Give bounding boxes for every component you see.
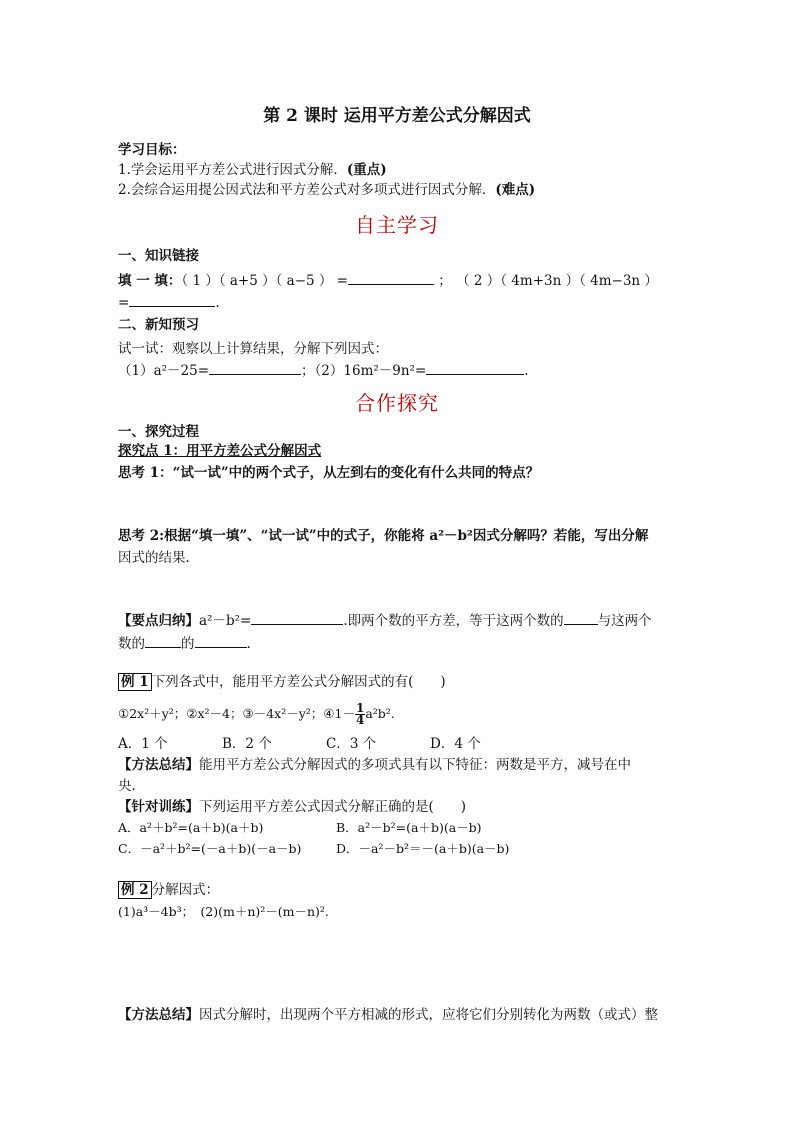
method-summary-1-line-1 xyxy=(118,755,631,775)
example-2-items: (1)a³－4b³； (2)(m＋n)²－(m－n)². xyxy=(118,904,329,919)
page-title: 第 2 课时 运用平方差公式分解因式 xyxy=(263,106,531,126)
example-2-text: 分解因式： xyxy=(151,882,220,898)
example-2-tag: 例 2 xyxy=(118,881,152,899)
summary-line-1 xyxy=(118,610,652,631)
frac-numerator: 1 xyxy=(355,701,365,715)
fill-sep: ； xyxy=(438,273,452,289)
fill-q1-blank[interactable] xyxy=(348,270,434,285)
training-question xyxy=(118,797,466,817)
try-q1-blank[interactable] xyxy=(209,360,301,375)
example-2-question xyxy=(118,880,219,900)
fill-q1: （ 1 ）（ a+5 ）（ a−5 ） = xyxy=(181,273,348,289)
objective-2-text: 2.会综合运用提公因式法和平方差公式对多项式进行因式分解． xyxy=(118,182,496,198)
training-choice-a: A．a²＋b²=(a＋b)(a＋b) xyxy=(118,820,264,835)
preview-heading: 二、新知预习 xyxy=(118,317,199,333)
training-label: 【针对训练】 xyxy=(118,799,199,815)
try-q2-blank[interactable] xyxy=(426,360,524,375)
example-1-choice-d: D．4 个 xyxy=(430,736,481,752)
explore-heading: 一、探究过程 xyxy=(118,424,199,440)
objective-2 xyxy=(118,180,535,200)
objective-1-text: 1.学会运用平方差公式进行因式分解． xyxy=(118,162,347,178)
summary-text-b: .即两个数的平方差，等于这两个数的 xyxy=(343,613,564,629)
example-1-choice-b: B．2 个 xyxy=(222,736,272,752)
summary-text-c: 与这两个 xyxy=(597,613,652,629)
training-choices-row-2 xyxy=(118,839,509,859)
fill-line2-prefix: = xyxy=(118,295,130,311)
fill-line2-end: . xyxy=(215,295,220,311)
fill-in-line-2 xyxy=(118,292,220,313)
method-1-label: 【方法总结】 xyxy=(118,757,199,773)
think-1: 思考 1：“试一试”中的两个式子，从左到右的变化有什么共同的特点？ xyxy=(118,465,540,481)
summary-line-2 xyxy=(118,633,251,654)
summary-blank-3[interactable] xyxy=(145,633,181,648)
example-1-items xyxy=(118,702,395,726)
explore-point-1: 探究点 1：用平方差公式分解因式 xyxy=(118,443,322,459)
summary-label: 【要点归纳】 xyxy=(118,613,199,629)
try-intro: 试一试：观察以上计算结果，分解下列因式： xyxy=(118,341,388,357)
example-1-question xyxy=(118,672,446,692)
summary-line2-end: . xyxy=(246,636,251,652)
example-1-text: 下列各式中，能用平方差公式分解因式的有( ) xyxy=(151,674,446,690)
example-1-choice-a: A．1 个 xyxy=(118,736,168,752)
example-1-items-b: a²b². xyxy=(365,706,395,721)
objectives-heading: 学习目标： xyxy=(118,142,186,158)
try-q2: ；（2）16m²－9n²= xyxy=(301,363,427,379)
method-summary-1-line-2: 央. xyxy=(118,778,136,794)
fill-in-line-1 xyxy=(118,270,658,291)
training-choices-row-1 xyxy=(118,818,482,838)
method-2-label: 【方法总结】 xyxy=(118,1007,199,1023)
think-2-line-1: 思考 2:根据“填一填”、“试一试”中的式子，你能将 a²－b²因式分解吗？若能，写出分解 xyxy=(118,528,649,544)
objective-1-tag: (重点) xyxy=(346,162,387,178)
method-2-text: 因式分解时，出现两个平方相减的形式，应将它们分别转化为两数（或式）整 xyxy=(199,1007,658,1023)
example-1-choice-c: C．3 个 xyxy=(326,736,377,752)
summary-blank-2[interactable] xyxy=(564,610,598,625)
summary-blank-1[interactable] xyxy=(251,610,343,625)
objective-2-tag: (难点) xyxy=(495,182,536,198)
method-summary-2 xyxy=(118,1005,658,1025)
fill-q2-blank[interactable] xyxy=(129,292,215,307)
training-choice-c: C．－a²＋b²=(－a＋b)(－a－b) xyxy=(118,841,302,856)
example-1-items-a: ①2x²＋y²；②x²－4；③－4x²－y²；④1－ xyxy=(118,706,355,721)
example-1-tag: 例 1 xyxy=(118,673,152,691)
fill-q2: （ 2 ）（ 4m+3n ）（ 4m−3n ） xyxy=(456,273,658,289)
summary-blank-4[interactable] xyxy=(195,633,247,648)
summary-text-a: a²－b²= xyxy=(199,613,252,629)
training-text: 下列运用平方差公式因式分解正确的是( ) xyxy=(199,799,467,815)
try-end: . xyxy=(524,363,529,379)
objective-1 xyxy=(118,160,387,180)
training-choice-b: B．a²－b²=(a＋b)(a－b) xyxy=(336,820,482,835)
try-questions xyxy=(118,360,529,381)
self-study-heading: 自主学习 xyxy=(355,213,439,237)
knowledge-link-heading: 一、知识链接 xyxy=(118,248,199,264)
example-1-choices xyxy=(118,734,481,754)
think-2-line-2: 因式的结果. xyxy=(118,550,190,566)
fill-label: 填 一 填： xyxy=(118,273,182,289)
coop-heading: 合作探究 xyxy=(355,391,439,415)
fraction-one-quarter xyxy=(355,703,365,726)
frac-denominator: 4 xyxy=(355,713,365,727)
summary-line2-b: 的 xyxy=(181,636,195,652)
training-choice-d: D．－a²－b²＝－(a＋b)(a－b) xyxy=(336,841,510,856)
try-q1: （1）a²－25= xyxy=(118,363,210,379)
summary-line2-a: 数的 xyxy=(118,636,145,652)
method-1-text: 能用平方差公式分解因式的多项式具有以下特征：两数是平方，减号在中 xyxy=(199,757,631,773)
